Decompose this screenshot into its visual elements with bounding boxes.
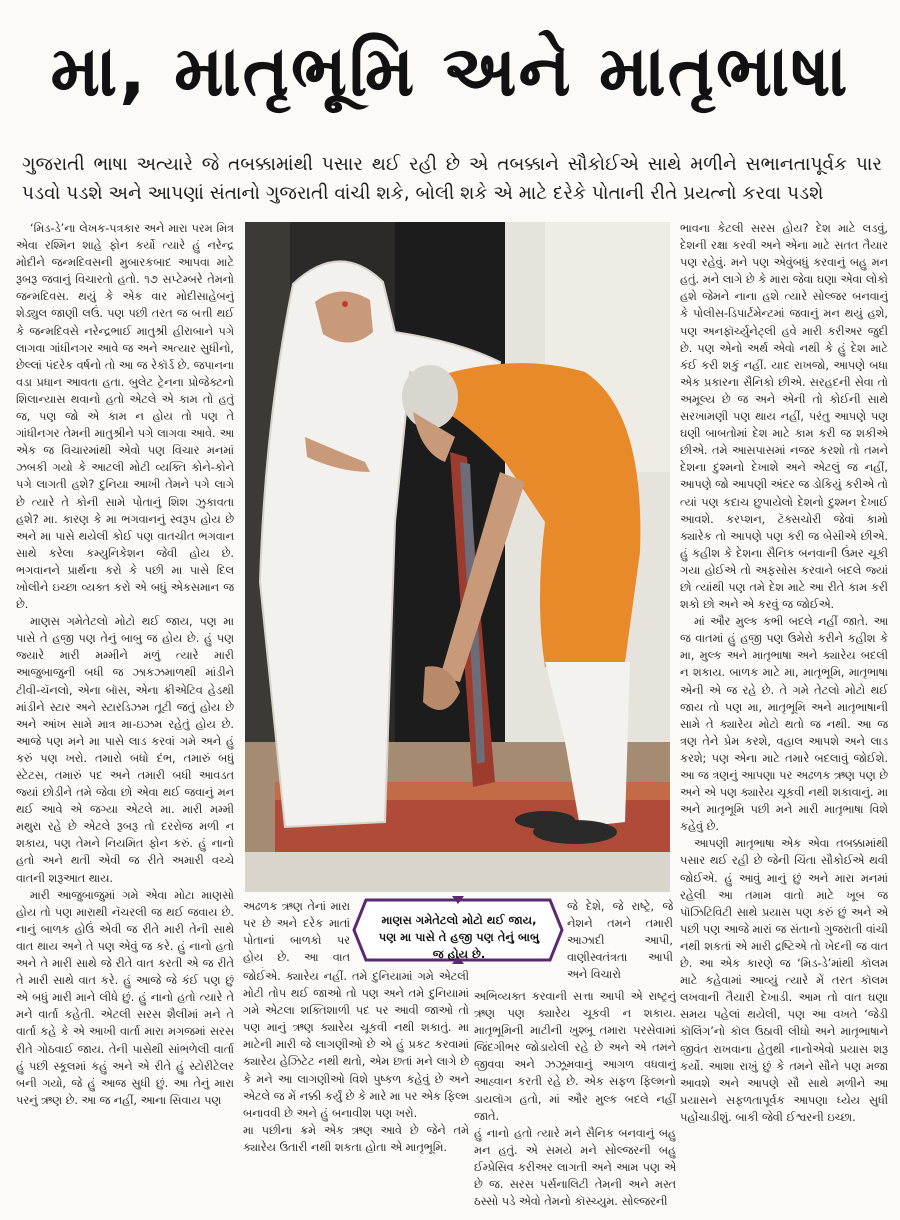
article-column-2-bottom-left [243, 968, 469, 1213]
paragraph: ભાવના કેટલી સરસ હોય? દેશ માટે લડવું, દેશની રક્ષા કરવી અને એના માટે સતત તૈયાર પણ રહેવું. મને પણ એવુંબધું કરવાનું બહુ મન હતું. મને લાગે છે કે મારા જેવા ઘણા એવા લોકો હશે જેમને નાના હશે ત્યારે સોલ્જર બનવાનું કે પોલીસ-ડિપાર્ટમેન્ટમાં જવાનું મન થયું હશે, પણ અનફૉર્ચ્યુનેટ્લી હવે મારી કરીઅર જુદી છે. પણ એનો અર્થ એવો નથી કે હું દેશ માટે કંઈ કરી શકું નહીં. યાદ રાખજો, આપણે બધા એક પ્રકારના સૈનિકો છીએ. સરહદની સેવા તો અમૂલ્ય છે જ અને એની તો કોઈની સાથે સરખામણી પણ થાય નહીં, પરંતુ આપણે પણ ઘણી બાબતોમાં દેશ માટે કામ કરી જ શકીએ છીએ. તમે આસપાસમાં નજર કરશો તો તમને દેશના દુશ્મનો દેખાશે અને એટલું જ નહીં, આપણે જો આપણી અંદર જ ડોકિયું કરીએ તો ત્યાં પણ કદાચ છુપાયેલો દેશનો દુશ્મન દેખાઈ આવશે. કરપ્શન, ટૅક્સચોરી જેવાં કામો ક્યારેક તો આપણે પણ કરી જ બેસીએ છીએ. હું કહીશ કે દેશના સૈનિક બનવાની ઉંમર ચૂકી ગયા હોઈએ તો અફસોસ કરવાને બદલે જ્યાં છો ત્યાંથી પણ તમે દેશ માટે આ રીતે કામ કરી શકો છો અને એ કરવું જ જોઈએ. [680, 222, 888, 612]
article-column-2-top-right [567, 898, 673, 988]
paragraph: મારી આજુબાજુમાં ગમે એવા મોટા માણસો હોય તો પણ મારાથી નૅચરલી જ થઈ જવાય છે. નાનું બાળક હોઉં એવી જ રીતે મારી તેની સાથે વાત થાય અને તે પણ એવું જ કરે. હું નાનો હતો અને તે મારી સાથે જે રીતે વાત કરતી એ જ રીતે તે મારી સાથે વાત કરે. હું આજે જે કંઈ પણ છું એ બધું મારી માને લીધે છું. હું નાનો હતો ત્યારે તે મને વાર્તા કહેતી. એટલી સરસ શૈલીમાં મને તે વાર્તા કહે કે એ આખી વાર્તા મારા મગજમાં સરસ રીતે ગોઠવાઈ જાય. તેની પાસેથી સાંભળેલી વાર્તા હું પછી સ્કૂલમાં કહું અને એ રીતે હું સ્ટોરીટેલર બની ગયો, જે હું આજ સુધી છું. આ તેનું મારા પરનું ઋણ છે. આ જ નહીં, આના સિવાય પણ [16, 888, 234, 1107]
paragraph: માં ઔર મુલ્ક કભી બદલે નહીં જાતે. આ જ વાતમાં હું હજી પણ ઉમેરો કરીને કહીશ કે મા, મુલ્ક અને માતૃભાષા અને ક્યારેય બદલી ન શકાય. બાળક માટે મા, માતૃભૂમિ, માતૃભાષા એની એ જ રહે છે. તે ગમે તેટલો મોટો થઈ જાય તો પણ મા, માતૃભૂમિ અને માતૃભાષાની સામે તે ક્યારેય મોટો થતો જ નથી. આ જ ત્રણ તેને પ્રેમ કરશે, વહાલ આપશે અને લાડ કરશે; પણ એના માટે તમારે બદલાવું જોઈશે. આ જ ત્રણનું આપણા પર અઢળક ઋણ પણ છે અને એ પણ ક્યારેય ચૂકવી નથી શકાવાનું. મા અને માતૃભૂમિ પછી મને મારી માતૃભાષા વિશે કહેવું છે. [680, 615, 888, 834]
paragraph: જે દેશે, જે રાષ્ટ્રે, જે નેશને તમને તમારી આઝાદી આપી, વાણીસ્વતંત્રતા આપી અને વિચારો [567, 900, 673, 982]
paragraph: માણસ ગમેતેટલો મોટો થઈ જાય, પણ મા પાસે તે હજી પણ તેનું બાબુ જ હોય છે. હું પણ જ્યારે મારી મમ્મીને મળું ત્યારે મારી આજુબાજુની બધી જ ઝાકઝમાળથી માંડીને ટીવી-ચૅનલો, એના બૉસ, એના ક્રીએટિવ હેડથી માંડીને સ્ટાર અને સ્ટારડિઝમ તૂટી જતું હોય છે અને આંખ સામે માત્ર મા-ઇઝમ રહેતું હોય છે. આજે પણ મને મા પાસે લાડ કરવાં ગમે અને હું કરું પણ ખરો. તમારો બધો દંભ, તમારું બધું સ્ટેટસ, તમારું પદ અને તમારી બધી આવડત જ્યાં છોડીને તમે જેવા છો એવા થઈ જવાનું મન થઈ આવે એ જગ્યા એટલે મા. મારી મમ્મી મથુરા રહે છે એટલે રૂબરૂ તો દરરોજ મળી ન શકાય, પણ તેમને નિયમિત ફોન કરું. હું નાનો હતો અને થતી એવી જ રીતે અમારી વચ્ચે વાતની શરૂઆત થાય. [16, 615, 234, 885]
paragraph: જોઈએ. ક્યારેય નહીં. તમે દુનિયામાં ગમે એટલી મોટી તોપ થઈ જાઓ તો પણ અને તમે દુનિયામાં ગમે એટલા શક્તિશાળી પદ પર આવી જાઓ તો પણ માનું ઋણ ક્યારેય ચૂકવી નથી શકાતું. મા માટેની મારી જે લાગણીઓ છે એ હું પ્રકટ કરવામાં ક્યારેય હેઝિટેટ નથી થતો, એમ છતાં મને લાગે છે કે મને આ લાગણીઓ વિશે પુષ્કળ કહેવું છે અને એટલે જ મેં નક્કી કર્યું છે કે મારે મા પર એક ફિલ્મ બનાવવી છે અને હું બનાવીશ પણ ખરો. મા પછીના ક્રમે એક ઋણ આવે છે જેને તમે ક્યારેય ઉતારી નથી શકતા હોતા એ માતૃભૂમિ. [243, 970, 469, 1154]
subheadline: ગુજરાતી ભાષા અત્યારે જે તબક્કામાંથી પસાર થઈ રહી છે એ તબક્કાને સૌકોઈએ સાથે મળીને સભાનતાપૂર્વક પાર પડવો પડશે અને આપણાં સંતાનો ગુજરાતી વાંચી શકે, બોલી શકે એ માટે દરેકે પોતાની રીતે પ્રયત્નો કરવા પડશે [22, 154, 882, 204]
article-column-1 [16, 220, 234, 1205]
paragraph: અઢળક ઋણ તેનાં મારા પર છે અને દરેક માતાં પોતાનાં બાળકો પર હોય છે. આ વાત [243, 900, 350, 965]
paragraph: ‘મિડ-ડે’ના લેખક-પત્રકાર અને મારા પરમ મિત્ર એવા રશ્મિન શાહે ફોન કર્યો ત્યારે હું નરેન્દ્ર મોદીને જન્મદિવસની મુબારકબાદ આપવા માટે રૂબરૂ જવાનું વિચારતો હતો. ૧૭ સપ્ટેમ્બરે તેમનો જન્મદિવસ. થયું કે એક વાર મોદીસાહેબનું શેડ્યુલ જાણી લઉં. પણ પછી તરત જ બત્તી થઈ કે જન્મદિવસે નરેન્દ્રભાઈ માતુશ્રી હીરાબાને પગે લાગવા ગાંધીનગર આવે જ અને અત્યાર સુધીનો, છેલ્લાં પંદરેક વર્ષનો તો આ જ રેકૉર્ડ છે. જપાનના વડા પ્રધાન આવતા હતા. બુલેટ ટ્રેનના પ્રોજેક્ટનો શિલાન્યાસ થવાનો હતો એટલે એ કામ તો હતું જ, પણ જો એ કામ ન હોય તો પણ તે ગાંધીનગર તેમની માતુશ્રીને પગે લાગવા આવે. આ એક જ વિચારમાંથી એવો પણ વિચાર મનમાં ઝબકી ગયો કે આટલી મોટી વ્યક્તિ કોને-કોને પગે લાગતી હશે? દુનિયા આખી તેમને પગે લાગે છે ત્યારે તે કોની સામે પોતાનું શિશ ઝુકાવતા હશે? મા. કારણ કે મા ભગવાનનું સ્વરૂપ હોય છે અને મા પાસે થયેલી કોઈ પણ વાતચીત ભગવાન સાથે કરેલા કમ્યુનિકેશન જેવી હોય છે. ભગવાનને પ્રાર્થના કરો કે પછી મા પાસે દિલ ખોલીને ઇચ્છા વ્યક્ત કરો એ બધું એકસમાન જ છે. [16, 222, 234, 612]
paragraph: અભિવ્યક્ત કરવાની સત્તા આપી એ રાષ્ટ્રનું ઋણ પણ ક્યારેય ચૂકવી ન શકાય. માતૃભૂમિની માટીની ખુશ્બૂ તમારા પરસેવામાં જિંદગીભર જોડાયેલી રહે છે અને એ તમને જીવવા અને ઝઝૂમવાનું આગળ વધવાનું આહ્વાન કરતી રહે છે. એક સફળ ફિલ્મનો ડાયલૉગ હતો, માં ઔર મુલ્ક બદલે નહીં જાતે. હું નાનો હતો ત્યારે મને સૈનિક બનવાનું બહુ મન હતું. એ સમયે મને સોલ્જરની બહુ ઈમ્પ્રેસિવ કરીઅર લાગતી અને આમ પણ એ છે જ. સરસ પર્સનાલિટી તેમની અને મસ્ત ઠસ્સો પડે એવો તેમનો કૉસ્ચ્યુમ. સોલ્જરની [474, 990, 676, 1209]
article-column-2-top-left [243, 898, 350, 968]
paragraph: આપણી માતૃભાષા એક એવા તબક્કામાંથી પસાર થઈ રહી છે જેની ચિંતા સૌકોઈએ થવી જોઈએ. હું આવું માનું છું અને મારા મનમાં રહેલી આ તમામ વાતો માટે ખૂબ જ પૉઝિટિવિટી સાથે પ્રયાસ પણ કરું છું અને એ પછી પણ આજે મારાં જ સંતાનો ગુજરાતી વાંચી નથી શકતાં એ મારી દ્રષ્ટિએ તો ખેદની જ વાત છે. આ એક કારણે જ ‘મિડ-ડે’માંથી કૉલમ માટે કહેવામાં આવ્યું ત્યારે મેં તરત કૉલમ લખવાની તૈયારી દેખાડી. આમ તો વાત ઘણા સમય પહેલાં થયેલી, પણ આ વખતે ‘જેડી કૉલિંગ’નો કૉલ ઉઠાવી લીધો અને માતૃભાષાને જીવંત રાખવાના હેતુથી નાનોએવો પ્રયાસ શરૂ કર્યો. આશા રાખું છું કે તમને સૌને પણ મજા આવશે અને આપણે સૌ સાથે મળીને આ પ્રયાસને સફળતાપૂર્વક આપણા ધ્યેય સુધી પહોંચાડીશું. બાકી જેવી ઈશ્વરની ઇચ્છા. [680, 837, 888, 1124]
photo-mother-and-son [245, 222, 670, 892]
pull-quote [352, 896, 564, 964]
headline: મા, માતૃભૂમિ અને માતૃભાષા [50, 30, 850, 112]
pull-quote-text: માણસ ગમેતેટલો મોટો થઈ જાય, પણ મા પાસે તે હજી પણ તેનું બાબુ જ હોય છે. [378, 913, 540, 961]
photo-illustration [245, 222, 670, 892]
article-column-3 [680, 220, 888, 1205]
article-column-2-bottom-right [474, 988, 676, 1213]
